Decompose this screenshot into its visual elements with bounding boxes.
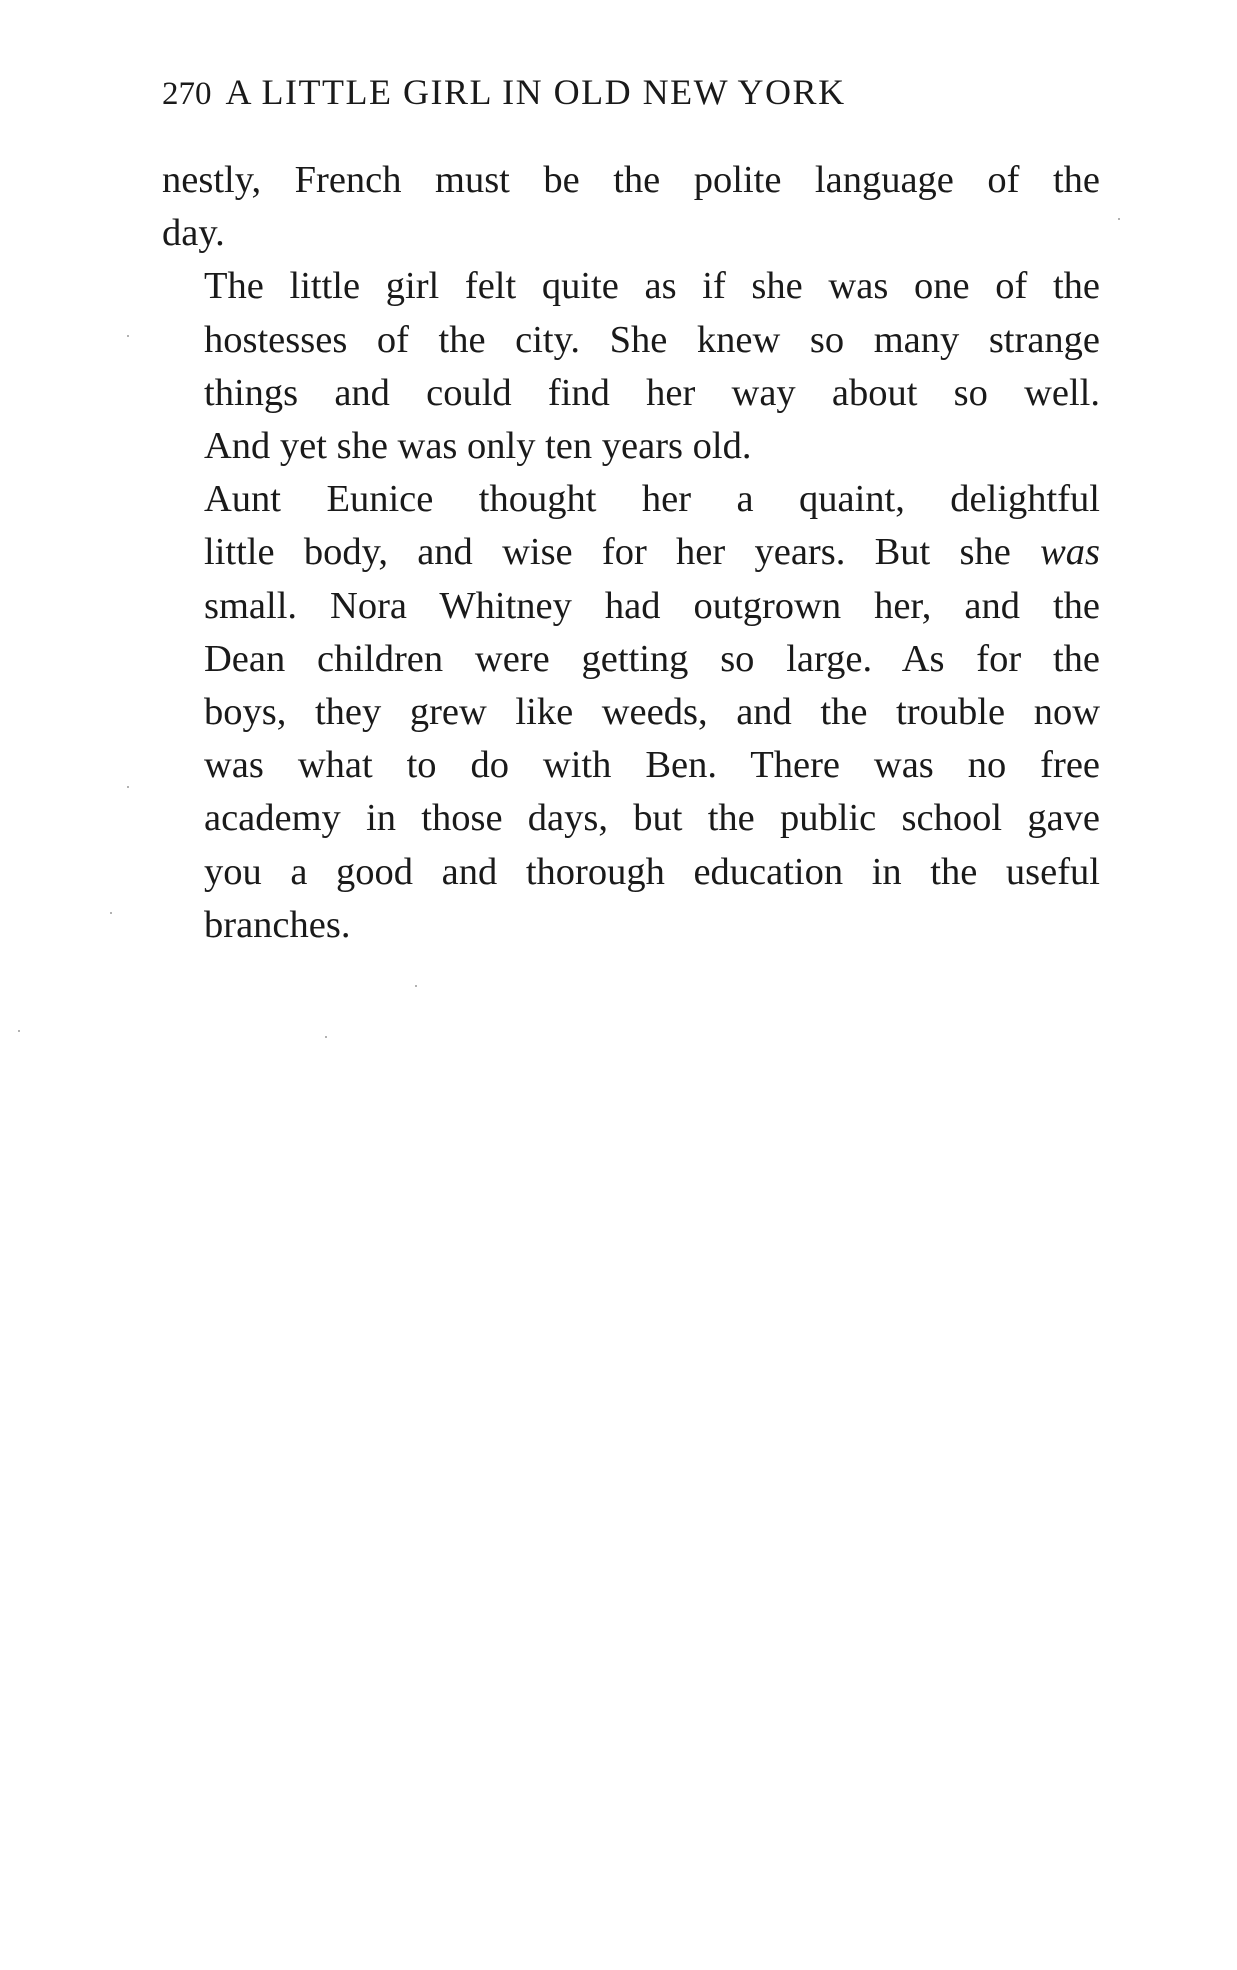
text-line: Aunt Eunice thought her a quaint, delightful <box>204 478 1100 521</box>
text-line: was what to do with Ben. There was no free <box>204 744 1100 787</box>
paragraph-1 <box>162 154 1100 260</box>
text-line: academy in those days, but the public school gave <box>204 797 1100 840</box>
scan-speck <box>127 335 129 337</box>
scan-speck <box>415 985 417 987</box>
text-line: Dean children were getting so large. As for the <box>204 637 1100 680</box>
scan-speck <box>325 1036 327 1038</box>
page-number: 270 <box>162 76 212 112</box>
text-line: you a good and thorough education in the useful <box>204 850 1100 893</box>
text-line: nestly, French must be the polite language of the <box>162 159 1100 201</box>
italic-word: was <box>1040 531 1100 574</box>
text-line: branches. <box>204 903 351 946</box>
scan-speck <box>18 1030 20 1032</box>
paragraph-3 <box>162 473 1100 952</box>
scan-speck <box>127 786 129 788</box>
text-line: things and could find her way about so well. <box>204 371 1100 414</box>
text-line: boys, they grew like weeds, and the trouble now <box>204 691 1100 734</box>
body-text <box>162 154 1100 952</box>
text-line: And yet she was only ten years old. <box>204 425 752 468</box>
paragraph-2 <box>162 260 1100 473</box>
text-line: small. Nora Whitney had outgrown her, and the <box>204 584 1100 627</box>
scan-speck <box>1118 218 1120 220</box>
text-segment: little body, and wise for her years. But she <box>204 531 1011 574</box>
text-line: day. <box>162 212 225 255</box>
text-line <box>162 526 1100 579</box>
scan-speck <box>110 912 112 914</box>
running-head-title: A LITTLE GIRL IN OLD NEW YORK <box>225 72 846 112</box>
running-head <box>162 66 1098 120</box>
text-line: hostesses of the city. She knew so many strange <box>204 318 1100 361</box>
text-line: The little girl felt quite as if she was one of the <box>204 265 1100 308</box>
